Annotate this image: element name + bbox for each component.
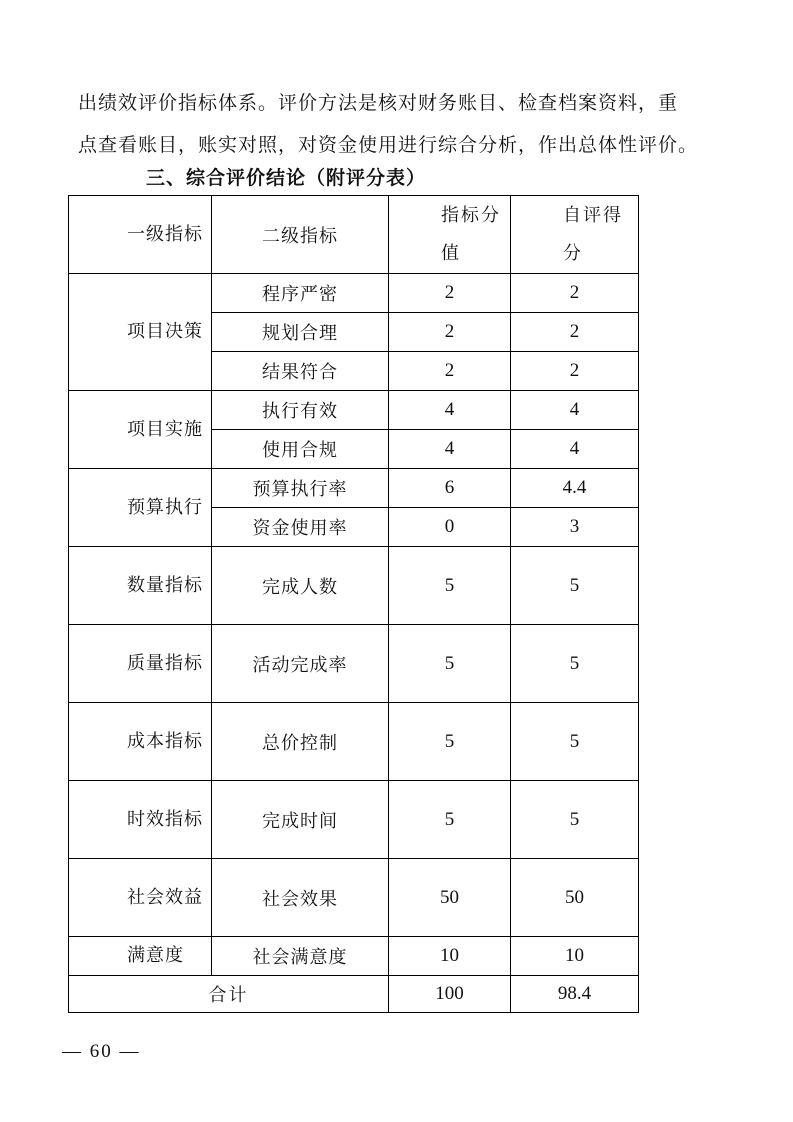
self-score: 5 [511, 703, 639, 781]
table-row [69, 469, 639, 508]
score-value: 2 [389, 352, 511, 391]
self-score: 3 [511, 508, 639, 547]
intro-line-1: 出绩效评价指标体系。评价方法是核对财务账目、检查档案资料，重 [78, 92, 679, 114]
self-score: 2 [511, 274, 639, 313]
level1-indicator: 项目实施 [69, 391, 212, 469]
total-row [69, 976, 639, 1013]
level1-indicator: 预算执行 [69, 469, 212, 547]
self-score: 2 [511, 352, 639, 391]
score-value: 6 [389, 469, 511, 508]
level2-indicator: 完成时间 [212, 781, 389, 859]
table-row [69, 547, 639, 625]
score-value: 50 [389, 859, 511, 937]
score-value: 4 [389, 391, 511, 430]
table-row [69, 937, 639, 976]
evaluation-score-table [68, 195, 639, 1013]
table-row [69, 703, 639, 781]
level2-indicator: 预算执行率 [212, 469, 389, 508]
level2-indicator: 程序严密 [212, 274, 389, 313]
total-self-score: 98.4 [511, 976, 639, 1013]
table-row [69, 391, 639, 430]
level1-indicator: 项目决策 [69, 274, 212, 391]
self-score: 50 [511, 859, 639, 937]
total-score-value: 100 [389, 976, 511, 1013]
level2-indicator: 结果符合 [212, 352, 389, 391]
self-score: 2 [511, 313, 639, 352]
header-score-value: 指标分值 [389, 196, 511, 274]
table-body [69, 274, 639, 976]
intro-line-2: 点查看账目，账实对照，对资金使用进行综合分析，作出总体性评价。 [78, 134, 699, 156]
level2-indicator: 规划合理 [212, 313, 389, 352]
level2-indicator: 完成人数 [212, 547, 389, 625]
self-score: 5 [511, 781, 639, 859]
score-value: 0 [389, 508, 511, 547]
level1-indicator: 时效指标 [69, 781, 212, 859]
score-value: 10 [389, 937, 511, 976]
section-heading: 三、综合评价结论（附评分表） [146, 167, 427, 189]
self-score: 5 [511, 547, 639, 625]
score-value: 5 [389, 625, 511, 703]
level1-indicator: 成本指标 [69, 703, 212, 781]
level2-indicator: 资金使用率 [212, 508, 389, 547]
self-score: 5 [511, 625, 639, 703]
table-row [69, 859, 639, 937]
table-header-row [69, 196, 639, 274]
self-score: 4.4 [511, 469, 639, 508]
level2-indicator: 总价控制 [212, 703, 389, 781]
self-score: 4 [511, 430, 639, 469]
level2-indicator: 社会效果 [212, 859, 389, 937]
table-row [69, 274, 639, 313]
page-number: — 60 — [62, 1041, 141, 1062]
table-row [69, 781, 639, 859]
score-value: 4 [389, 430, 511, 469]
level1-indicator: 满意度 [69, 937, 212, 976]
score-value: 5 [389, 703, 511, 781]
level2-indicator: 社会满意度 [212, 937, 389, 976]
level1-indicator: 社会效益 [69, 859, 212, 937]
self-score: 10 [511, 937, 639, 976]
score-value: 5 [389, 781, 511, 859]
table-row [69, 625, 639, 703]
level2-indicator: 活动完成率 [212, 625, 389, 703]
total-label: 合计 [69, 976, 389, 1013]
score-value: 2 [389, 274, 511, 313]
header-level2: 二级指标 [212, 196, 389, 274]
self-score: 4 [511, 391, 639, 430]
score-value: 2 [389, 313, 511, 352]
level2-indicator: 执行有效 [212, 391, 389, 430]
level1-indicator: 质量指标 [69, 625, 212, 703]
score-value: 5 [389, 547, 511, 625]
header-self-score: 自评得分 [511, 196, 639, 274]
level2-indicator: 使用合规 [212, 430, 389, 469]
header-level1: 一级指标 [69, 196, 212, 274]
level1-indicator: 数量指标 [69, 547, 212, 625]
